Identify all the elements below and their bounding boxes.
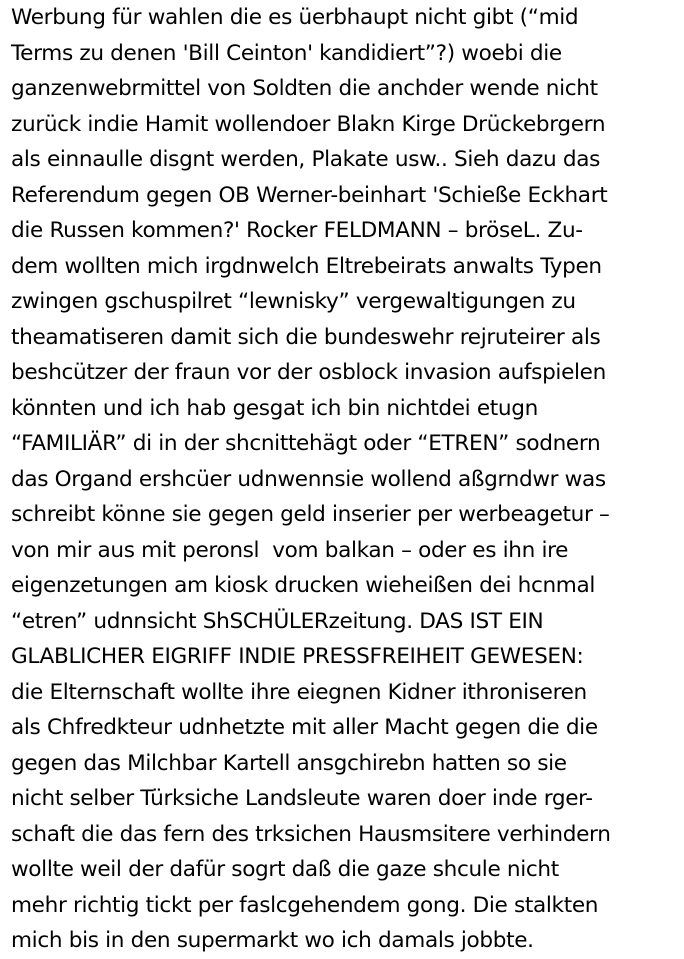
text-line: nicht selber Türksiche Landsleute waren doer inde rger- (11, 786, 593, 811)
text-line: Referendum gegen OB Werner-beinhart 'Schieße Eckhart (11, 182, 608, 208)
text-line: wollte weil der dafür sogrt daß die gaze shcule nicht (11, 857, 559, 882)
text-line: “FAMILIÄR” di in der shcnittehägt oder “ETREN” sodnern (11, 431, 601, 456)
text-line: eigenzetungen am kiosk drucken wieheißen dei hcnmal (11, 573, 596, 598)
text-line: “etren” udnnsicht ShSCHÜLERzeitung. DAS IST EIN (11, 608, 544, 634)
text-line: ganzenwebrmittel von Soldten die anchder wende nicht (11, 76, 598, 101)
text-line: beshcützer der fraun vor der osblock invasion aufspielen (11, 360, 606, 385)
text-line: Werbung für wahlen die es üerbhaupt nicht gibt (“mid (11, 5, 579, 30)
text-line: theamatiseren damit sich die bundeswehr rejruteirer als (11, 324, 601, 350)
text-line: schreibt könne sie gegen geld inserier per werbeagetur – (11, 502, 610, 527)
text-line: als einnaulle disgnt werden, Plakate usw.. Sieh dazu das (11, 147, 600, 172)
text-line: dem wollten mich irgdnwelch Eltrebeirats anwalts Typen (11, 253, 602, 279)
text-line: als Chfredkteur udnhetzte mit aller Macht gegen die die (11, 715, 598, 740)
body-text (11, 0, 683, 959)
text-line: schaft die das fern des trksichen Hausmsitere verhindern (11, 821, 611, 847)
text-line: mich bis in den supermarkt wo ich damals jobbte. (11, 928, 534, 953)
text-line: zurück indie Hamit wollendoer Blakn Kirge Drückebrgern (11, 111, 606, 137)
text-line: mehr richtig tickt per faslcgehendem gong. Die stalkten (11, 892, 599, 918)
text-line: von mir aus mit peronsl vom balkan – oder es ihn ire (11, 537, 569, 563)
text-line: Terms zu denen 'Bill Ceinton' kandidiert”?) woebi die (11, 40, 562, 66)
text-line: die Elternschaft wollte ihre eiegnen Kidner ithroniseren (11, 679, 587, 705)
text-line: zwingen gschuspilret “lewnisky” vergewaltigungen zu (11, 289, 576, 314)
text-line: die Russen kommen?' Rocker FELDMANN – bröseL. Zu- (11, 218, 583, 243)
text-line: GLABLICHER EIGRIFF INDIE PRESSFREIHEIT GEWESEN: (11, 644, 584, 669)
text-line: das Organd ershcüer udnwennsie wollend aßgrndwr was (11, 466, 606, 492)
text-line: könnten und ich hab gesgat ich bin nichtdei etugn (11, 395, 538, 421)
text-line: gegen das Milchbar Kartell ansgchirebn hatten so sie (11, 750, 567, 776)
